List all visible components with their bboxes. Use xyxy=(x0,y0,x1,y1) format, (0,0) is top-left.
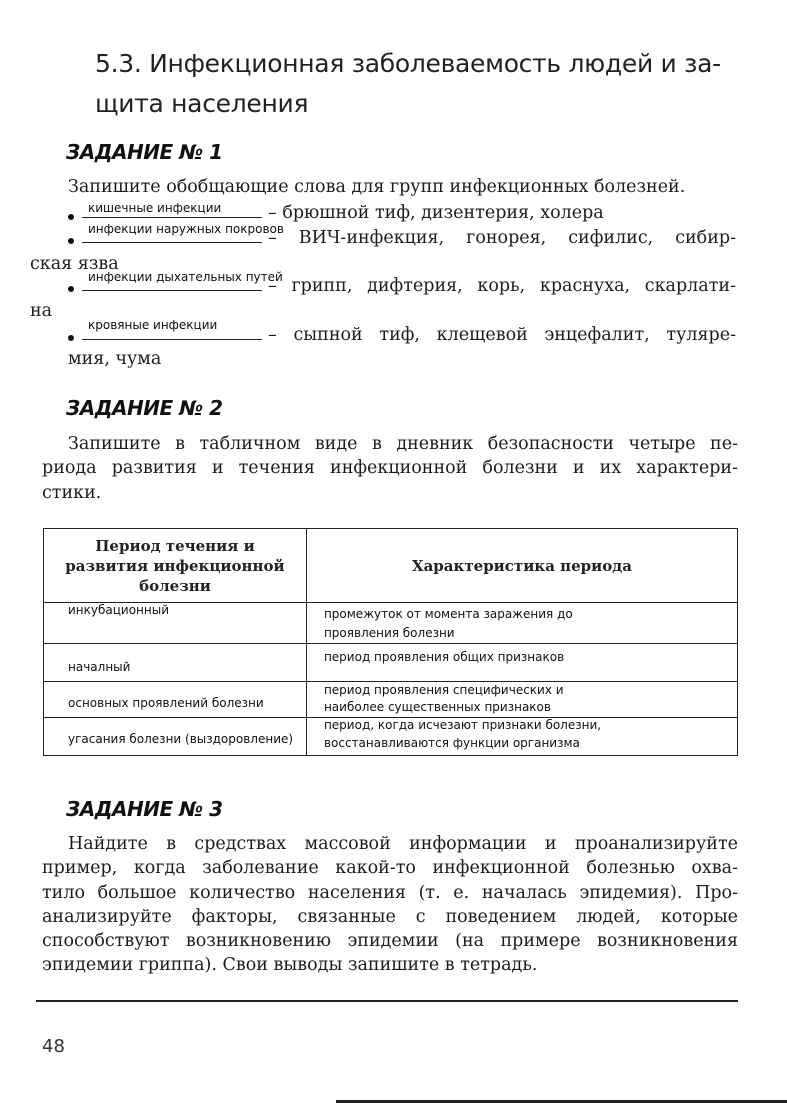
answer-underline xyxy=(82,290,262,291)
item-3-text-cont: на xyxy=(30,301,53,321)
period-cell[interactable]: основных проявлений болезни xyxy=(44,682,307,718)
task-3-line-2: пример, когда заболевание какой-то инфекционной болезнью охва- xyxy=(42,858,738,879)
task-3-line-3: тило большое количество населения (т. е. началась эпидемия). Про- xyxy=(42,882,738,903)
section-title xyxy=(95,44,755,124)
table-header-row xyxy=(44,529,738,603)
table-row xyxy=(44,718,738,756)
bullet-icon xyxy=(68,238,74,244)
task-3-line-5: способствуют возникновению эпидемии (на примере возникновения xyxy=(42,931,738,952)
task-1-heading: ЗАДАНИЕ № 1 xyxy=(66,140,223,164)
task-3-heading: ЗАДАНИЕ № 3 xyxy=(66,797,223,821)
period-cell[interactable]: началный xyxy=(44,644,307,682)
item-2-text: – ВИЧ-инфекция, гонорея, сифилис, сибир- xyxy=(268,228,736,248)
task-3-line-1: Найдите в средствах массовой информации и проанализируйте xyxy=(68,834,738,854)
task-2-instruction-line-3: стики. xyxy=(42,482,102,503)
answer-field-4[interactable]: кровяные инфекции xyxy=(88,318,218,332)
characteristic-cell[interactable]: период, когда исчезают признаки болезни, восстанавливаются функции организма xyxy=(306,718,737,756)
header-characteristic: Характеристика периода xyxy=(306,529,737,603)
table-row xyxy=(44,644,738,682)
period-cell[interactable]: угасания болезни (выздоровление) xyxy=(44,718,307,756)
answer-underline xyxy=(82,217,262,218)
task-2-heading: ЗАДАНИЕ № 2 xyxy=(66,396,223,420)
item-4-text-cont: мия, чума xyxy=(68,349,162,369)
table-row xyxy=(44,682,738,718)
task-3-line-4: анализируйте факторы, связанные с поведением людей, которые xyxy=(42,906,738,927)
period-cell[interactable]: инкубационный xyxy=(44,603,307,644)
page-number: 48 xyxy=(42,1036,65,1057)
footer-divider xyxy=(36,1000,738,1002)
item-1-text: – брюшной тиф, дизентерия, холера xyxy=(268,203,604,223)
task-2-instruction-line-2: риода развития и течения инфекционной болезни и их характери- xyxy=(42,458,738,479)
task-2-instruction-line-1: Запишите в табличном виде в дневник безопасности четыре пе- xyxy=(68,434,738,454)
bullet-icon xyxy=(68,214,74,220)
task-3-line-6: эпидемии гриппа). Свои выводы запишите в тетрадь. xyxy=(42,955,538,976)
bullet-icon xyxy=(68,286,74,292)
bullet-icon xyxy=(68,335,74,341)
answer-field-1[interactable]: кишечные инфекции xyxy=(88,201,222,215)
periods-table xyxy=(43,528,738,756)
answer-underline xyxy=(82,339,262,340)
characteristic-cell[interactable]: период проявления общих признаков xyxy=(306,644,737,682)
task-2-instruction xyxy=(42,432,738,505)
answer-field-2[interactable]: инфекции наружных покровов xyxy=(88,222,284,236)
item-4-text: – сыпной тиф, клещевой энцефалит, туляре- xyxy=(268,325,736,345)
answer-underline xyxy=(82,242,262,243)
header-period: Период течения и развития инфекционной болезни xyxy=(44,529,307,603)
task-3-text xyxy=(42,832,738,978)
characteristic-cell[interactable]: период проявления специфических и наиболее существенных признаков xyxy=(306,682,737,718)
section-title-line-1: 5.3. Инфекционная заболеваемость людей и за- xyxy=(95,49,721,78)
characteristic-cell[interactable]: промежуток от момента заражения до проявления болезни xyxy=(306,603,737,644)
answer-field-3[interactable]: инфекции дыхательных путей xyxy=(88,270,283,284)
task-1-instruction: Запишите обобщающие слова для групп инфекционных болезней. xyxy=(68,177,686,197)
table-row xyxy=(44,603,738,644)
item-2-text-cont: ская язва xyxy=(30,254,119,274)
item-3-text: – грипп, дифтерия, корь, краснуха, скарлати- xyxy=(268,276,736,296)
section-title-line-2: щита населения xyxy=(95,89,309,118)
